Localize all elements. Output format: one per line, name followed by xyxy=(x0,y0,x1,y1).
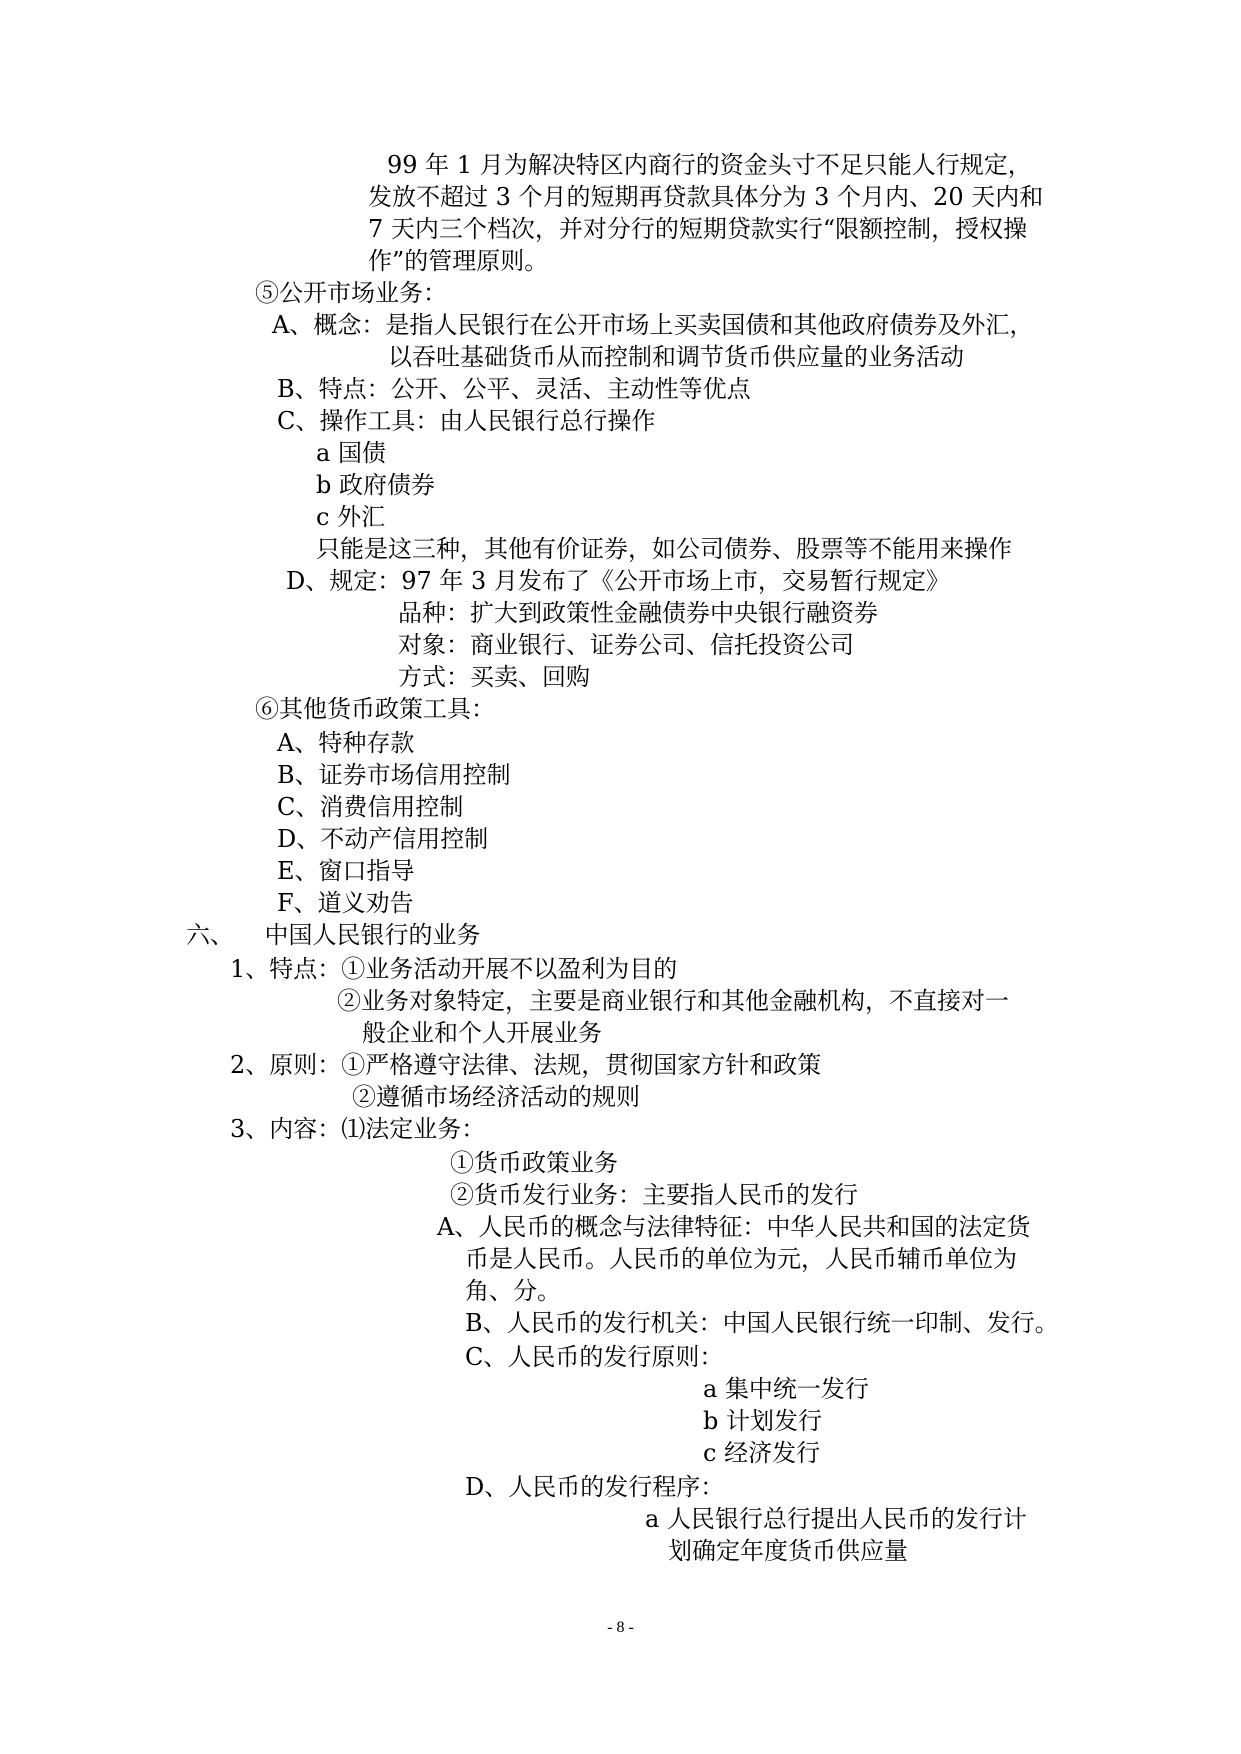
list-item: a 集中统一发行 xyxy=(703,1375,869,1403)
list-item: C、消费信用控制 xyxy=(277,793,464,821)
text-line: 划确定年度货币供应量 xyxy=(668,1537,908,1565)
text-line: 对象：商业银行、证券公司、信托投资公司 xyxy=(398,631,854,659)
text-line: D、人民币的发行程序： xyxy=(465,1473,725,1501)
text-line: 1、特点：①业务活动开展不以盈利为目的 xyxy=(230,955,678,983)
list-item: D、不动产信用控制 xyxy=(277,825,489,853)
text-line: ②遵循市场经济活动的规则 xyxy=(352,1083,640,1111)
text-line: 作”的管理原则。 xyxy=(368,247,549,275)
list-item: b 计划发行 xyxy=(703,1407,822,1435)
page-number: - 8 - xyxy=(607,1619,634,1636)
section-heading: ⑤公开市场业务： xyxy=(255,279,447,307)
list-item: b 政府债券 xyxy=(316,471,435,499)
text-line: ②货币发行业务：主要指人民币的发行 xyxy=(450,1181,858,1209)
section-heading: 六、 中国人民银行的业务 xyxy=(186,921,481,949)
text-line: ①货币政策业务 xyxy=(450,1149,618,1177)
text-line: 99 年 1 月为解决特区内商行的资金头寸不足只能人行规定， xyxy=(387,151,1032,179)
text-line: 发放不超过 3 个月的短期再贷款具体分为 3 个月内、20 天内和 xyxy=(368,183,1044,211)
list-item: c 外汇 xyxy=(316,503,386,531)
text-line: 2、原则：①严格遵守法律、法规，贯彻国家方针和政策 xyxy=(230,1051,822,1079)
text-line: A、人民币的概念与法律特征：中华人民共和国的法定货 xyxy=(437,1213,1031,1241)
list-item: a 国债 xyxy=(316,439,386,467)
text-line: B、人民币的发行机关：中国人民银行统一印制、发行。 xyxy=(465,1309,1059,1337)
text-line: 币是人民币。人民币的单位为元，人民币辅币单位为 xyxy=(465,1245,1017,1273)
text-line: C、人民币的发行原则： xyxy=(465,1343,724,1371)
text-line: B、特点：公开、公平、灵活、主动性等优点 xyxy=(277,375,751,403)
text-line: 品种：扩大到政策性金融债券中央银行融资券 xyxy=(398,599,878,627)
list-item: F、道义劝告 xyxy=(277,889,414,917)
text-line: D、规定：97 年 3 月发布了《公开市场上市，交易暂行规定》 xyxy=(286,567,950,595)
text-line: 只能是这三种，其他有价证券，如公司债券、股票等不能用来操作 xyxy=(316,535,1012,563)
text-line: C、操作工具：由人民银行总行操作 xyxy=(277,407,656,435)
list-item: E、窗口指导 xyxy=(277,857,415,885)
list-item: B、证券市场信用控制 xyxy=(277,761,511,789)
list-item: c 经济发行 xyxy=(703,1439,821,1467)
text-line: 方式：买卖、回购 xyxy=(398,663,590,691)
list-item: a 人民银行总行提出人民币的发行计 xyxy=(645,1505,1027,1533)
text-line: 角、分。 xyxy=(465,1277,561,1305)
list-item: A、特种存款 xyxy=(277,729,415,757)
section-heading: ⑥其他货币政策工具： xyxy=(255,695,495,723)
text-line: ②业务对象特定，主要是商业银行和其他金融机构，不直接对一 xyxy=(337,987,1009,1015)
text-line: 以吞吐基础货币从而控制和调节货币供应量的业务活动 xyxy=(388,343,964,371)
text-line: 3、内容：⑴法定业务： xyxy=(230,1115,486,1143)
text-line: A、概念：是指人民银行在公开市场上买卖国债和其他政府债券及外汇， xyxy=(272,311,1034,339)
text-line: 般企业和个人开展业务 xyxy=(362,1019,602,1047)
text-line: 7 天内三个档次，并对分行的短期贷款实行“限额控制，授权操 xyxy=(368,215,1028,243)
